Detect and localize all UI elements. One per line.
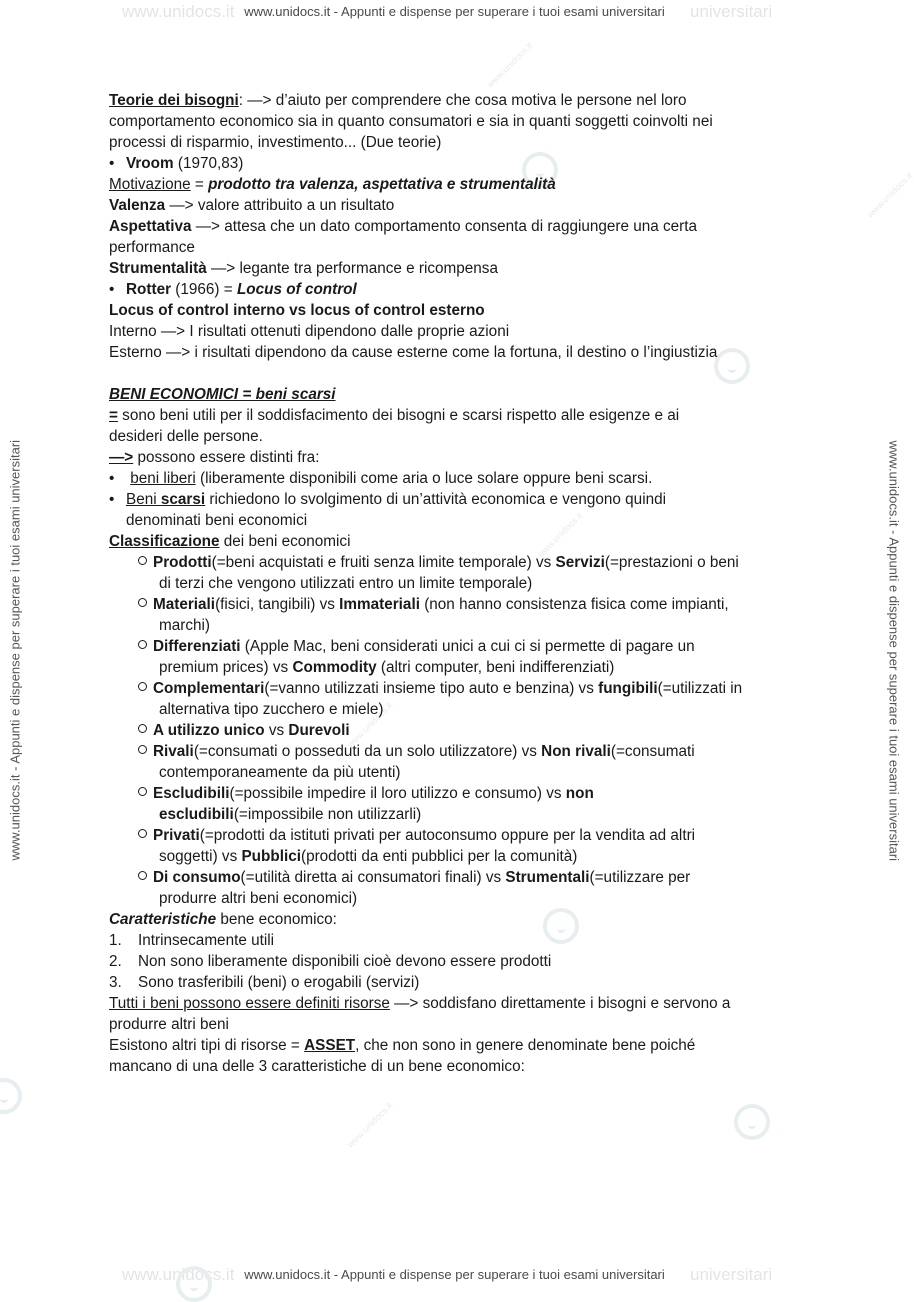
aspettativa-line [109,216,834,237]
watermark-ghost-right: universitari [690,2,773,21]
class-item [109,552,834,573]
motivazione-label: Motivazione [109,176,191,193]
risorse-line [109,993,834,1014]
class-text: vs [264,722,289,739]
rotter-label: Rotter [126,281,172,298]
beni-def: sono beni utili per il soddisfacimento dei bisogni e scarsi rispetto alle esigenze e ai [117,407,680,424]
beni-liberi-def: (liberamente disponibili come aria o luce solare oppure beni scarsi. [195,470,653,487]
class-term-a: Privati [153,827,200,844]
diagonal-watermark: www.unidocs.it [535,510,585,560]
distinti-line [109,447,834,468]
class-term-b: Strumentali [505,869,590,886]
bullet-icon: • [109,470,115,487]
beni-scarsi-item [109,489,834,510]
asset-label: ASSET [304,1037,356,1054]
class-text: premium prices) vs [159,659,293,676]
side-watermark-right: www.unidocs.it - Appunti e dispense per superare i tuoi esami universitari [886,440,902,862]
caratt-item [109,972,834,993]
teorie-line-1 [109,90,834,111]
class-text: (=consumati [610,743,695,760]
class-text: (=prodotti da istituti privati per autoconsumo oppure per la vendita ad altri [199,827,696,844]
item-text: Sono trasferibili (beni) o erogabili (servizi) [138,974,420,991]
class-item-cont: di terzi che vengono utilizzati entro un limite temporale) [159,575,533,592]
class-item-cont: produrre altri beni economici) [159,890,358,907]
item-number: 3. [109,974,122,991]
document-body [109,90,834,1077]
class-item [109,741,834,762]
strumentalita-line [109,258,834,279]
beni-scarsi-cont: denominati beni economici [126,512,308,529]
caratteristiche-rest: bene economico: [216,911,337,928]
class-item [109,825,834,846]
item-text: Intrinsecamente utili [138,932,275,949]
watermark-ghost-left-bottom: www.unidocs.it [122,1265,235,1284]
diagonal-watermark: www.unidocs.it [345,700,395,750]
teorie-text: : —> d’aiuto per comprendere che cosa motiva le persone nel loro [238,92,687,109]
aspettativa-line-2: performance [109,239,195,256]
class-item [109,678,834,699]
teorie-line-3: processi di risparmio, investimento... (Due teorie) [109,134,442,151]
teorie-line-2: comportamento economico sia in quanto consumatori e sia in quanti soggetti coinvolti nei [109,113,713,130]
circle-bullet-icon [138,682,147,691]
class-term-b: fungibili [598,680,658,697]
bullet-icon: • [109,155,115,172]
locus-heading: Locus of control interno vs locus of control esterno [109,302,485,319]
caratteristiche-label: Caratteristiche [109,911,217,928]
class-term-a: Differenziati [153,638,241,655]
vroom-year: (1970,83) [173,155,244,172]
beni-def-line-1 [109,405,834,426]
diagonal-watermark: www.unidocs.it [345,1100,395,1150]
class-text: (=utilità diretta ai consumatori finali) vs [240,869,506,886]
class-text: soggetti) vs [159,848,242,865]
bullet-icon: • [109,491,115,508]
class-term-a: Rivali [153,743,194,760]
class-text: (=consumati o posseduti da un solo utilizzatore) vs [193,743,542,760]
class-text: (=prestazioni o beni [604,554,739,571]
unidocs-logo-icon [0,1078,22,1114]
caratteristiche-line [109,909,834,930]
beni-title: BENI ECONOMICI = beni scarsi [109,386,336,403]
class-term-b: Commodity [292,659,377,676]
strumentalita-label: Strumentalità [109,260,207,277]
aspettativa-def: —> attesa che un dato comportamento consenta di raggiungere una certa [191,218,698,235]
class-text: (altri computer, beni indifferenziati) [376,659,615,676]
footer-watermark: www.unidocs.it - Appunti e dispense per superare i tuoi esami universitari [244,1267,665,1282]
beni-liberi-label: beni liberi [130,470,196,487]
class-item-cont [109,804,834,825]
item-number: 1. [109,932,122,949]
esterno-line: Esterno —> i risultati dipendono da cause esterne come la fortuna, il destino o l’ingiustizia [109,344,718,361]
asset-line [109,1035,834,1056]
class-term-a: Complementari [153,680,265,697]
circle-bullet-icon [138,787,147,796]
beni-liberi-item [109,468,834,489]
diagonal-watermark: www.unidocs.it [865,170,914,220]
beni-scarsi-label: Beni [126,491,161,508]
class-text: (=impossibile non utilizzarli) [233,806,422,823]
equals-sign: = [190,176,209,193]
rotter-locus: Locus of control [236,281,357,298]
circle-bullet-icon [138,829,147,838]
header-watermark: www.unidocs.it - Appunti e dispense per superare i tuoi esami universitari [244,4,665,19]
class-term-a: Escludibili [153,785,230,802]
valenza-line [109,195,834,216]
class-text: (prodotti da enti pubblici per la comunità) [300,848,578,865]
strumentalita-def: —> legante tra performance e ricompensa [206,260,498,277]
class-term-a: Prodotti [153,554,212,571]
watermark-ghost-left: www.unidocs.it [122,2,235,21]
diagonal-watermark: www.unidocs.it [485,40,535,90]
class-term-b: Non rivali [541,743,611,760]
class-term-a: A utilizzo unico [153,722,265,739]
class-text: (non hanno consistenza fisica come impianti, [419,596,729,613]
vroom-label: Vroom [126,155,174,172]
rotter-item [109,279,834,300]
class-text: (fisici, tangibili) vs [215,596,340,613]
valenza-def: —> valore attribuito a un risultato [165,197,395,214]
beni-def-line-2: desideri delle persone. [109,428,263,445]
side-watermark-left: www.unidocs.it - Appunti e dispense per superare i tuoi esami universitari [7,439,23,861]
circle-bullet-icon [138,640,147,649]
class-item [109,783,834,804]
asset-text: , che non sono in genere denominate bene poiché [355,1037,696,1054]
class-term-a: Materiali [153,596,216,613]
classificazione-label: Classificazione [109,533,220,550]
class-item-cont: marchi) [159,617,210,634]
vroom-item [109,153,834,174]
arrow-icon: —> [109,449,134,466]
circle-bullet-icon [138,724,147,733]
classificazione-rest: dei beni economici [219,533,351,550]
watermark-ghost-right-bottom: universitari [690,1265,773,1284]
class-text: (=possibile impedire il loro utilizzo e consumo) vs [229,785,566,802]
class-text: (=utilizzare per [589,869,691,886]
class-term-b: Immateriali [339,596,420,613]
aspettativa-label: Aspettativa [109,218,192,235]
spacer [109,363,834,384]
circle-bullet-icon [138,745,147,754]
interno-line: Interno —> I risultati ottenuti dipendono dalle proprie azioni [109,323,510,340]
teorie-title: Teorie dei bisogni [109,92,239,109]
class-item [109,594,834,615]
equals-sign: = [109,407,118,424]
class-text: (=utilizzati in [657,680,743,697]
distinti-text: possono essere distinti fra: [133,449,320,466]
class-text: (Apple Mac, beni considerati unici a cui ci si permette di pagare un [240,638,695,655]
class-item [109,720,834,741]
caratt-item [109,930,834,951]
bullet-icon: • [109,281,115,298]
class-text: (=vanno utilizzati insieme tipo auto e benzina) vs [264,680,599,697]
item-text: Non sono liberamente disponibili cioè devono essere prodotti [138,953,552,970]
class-item-cont [109,657,834,678]
risorse-underlined: Tutti i beni possono essere definiti risorse [109,995,390,1012]
class-term-b: non [565,785,594,802]
valenza-label: Valenza [109,197,166,214]
caratt-item [109,951,834,972]
class-text: (=beni acquistati e fruiti senza limite temporale) vs [211,554,556,571]
class-term-b: escludibili [159,806,234,823]
class-term-b: Servizi [555,554,605,571]
beni-scarsi-def: richiedono lo svolgimento di un’attività economica e vengono quindi [205,491,667,508]
circle-bullet-icon [138,598,147,607]
unidocs-logo-icon [176,1266,212,1302]
class-item-cont: alternativa tipo zucchero e miele) [159,701,384,718]
circle-bullet-icon [138,871,147,880]
asset-text: Esistono altri tipi di risorse = [109,1037,305,1054]
class-item [109,636,834,657]
motivazione-def: prodotto tra valenza, aspettativa e strumentalità [208,176,556,193]
class-term-a: Di consumo [153,869,241,886]
beni-scarsi-bold: scarsi [160,491,206,508]
beni-title-line [109,384,834,405]
classificazione-line [109,531,834,552]
class-term-b: Durevoli [288,722,350,739]
risorse-line-2: produrre altri beni [109,1016,229,1033]
class-item-cont [109,846,834,867]
unidocs-logo-icon [734,1104,770,1140]
class-term-b: Pubblici [241,848,301,865]
class-item-cont: contemporaneamente da più utenti) [159,764,401,781]
circle-bullet-icon [138,556,147,565]
asset-line-2: mancano di una delle 3 caratteristiche di un bene economico: [109,1058,525,1075]
item-number: 2. [109,953,122,970]
motivazione-line [109,174,834,195]
class-item [109,867,834,888]
risorse-text: —> soddisfano direttamente i bisogni e servono a [389,995,731,1012]
rotter-year: (1966) = [171,281,237,298]
